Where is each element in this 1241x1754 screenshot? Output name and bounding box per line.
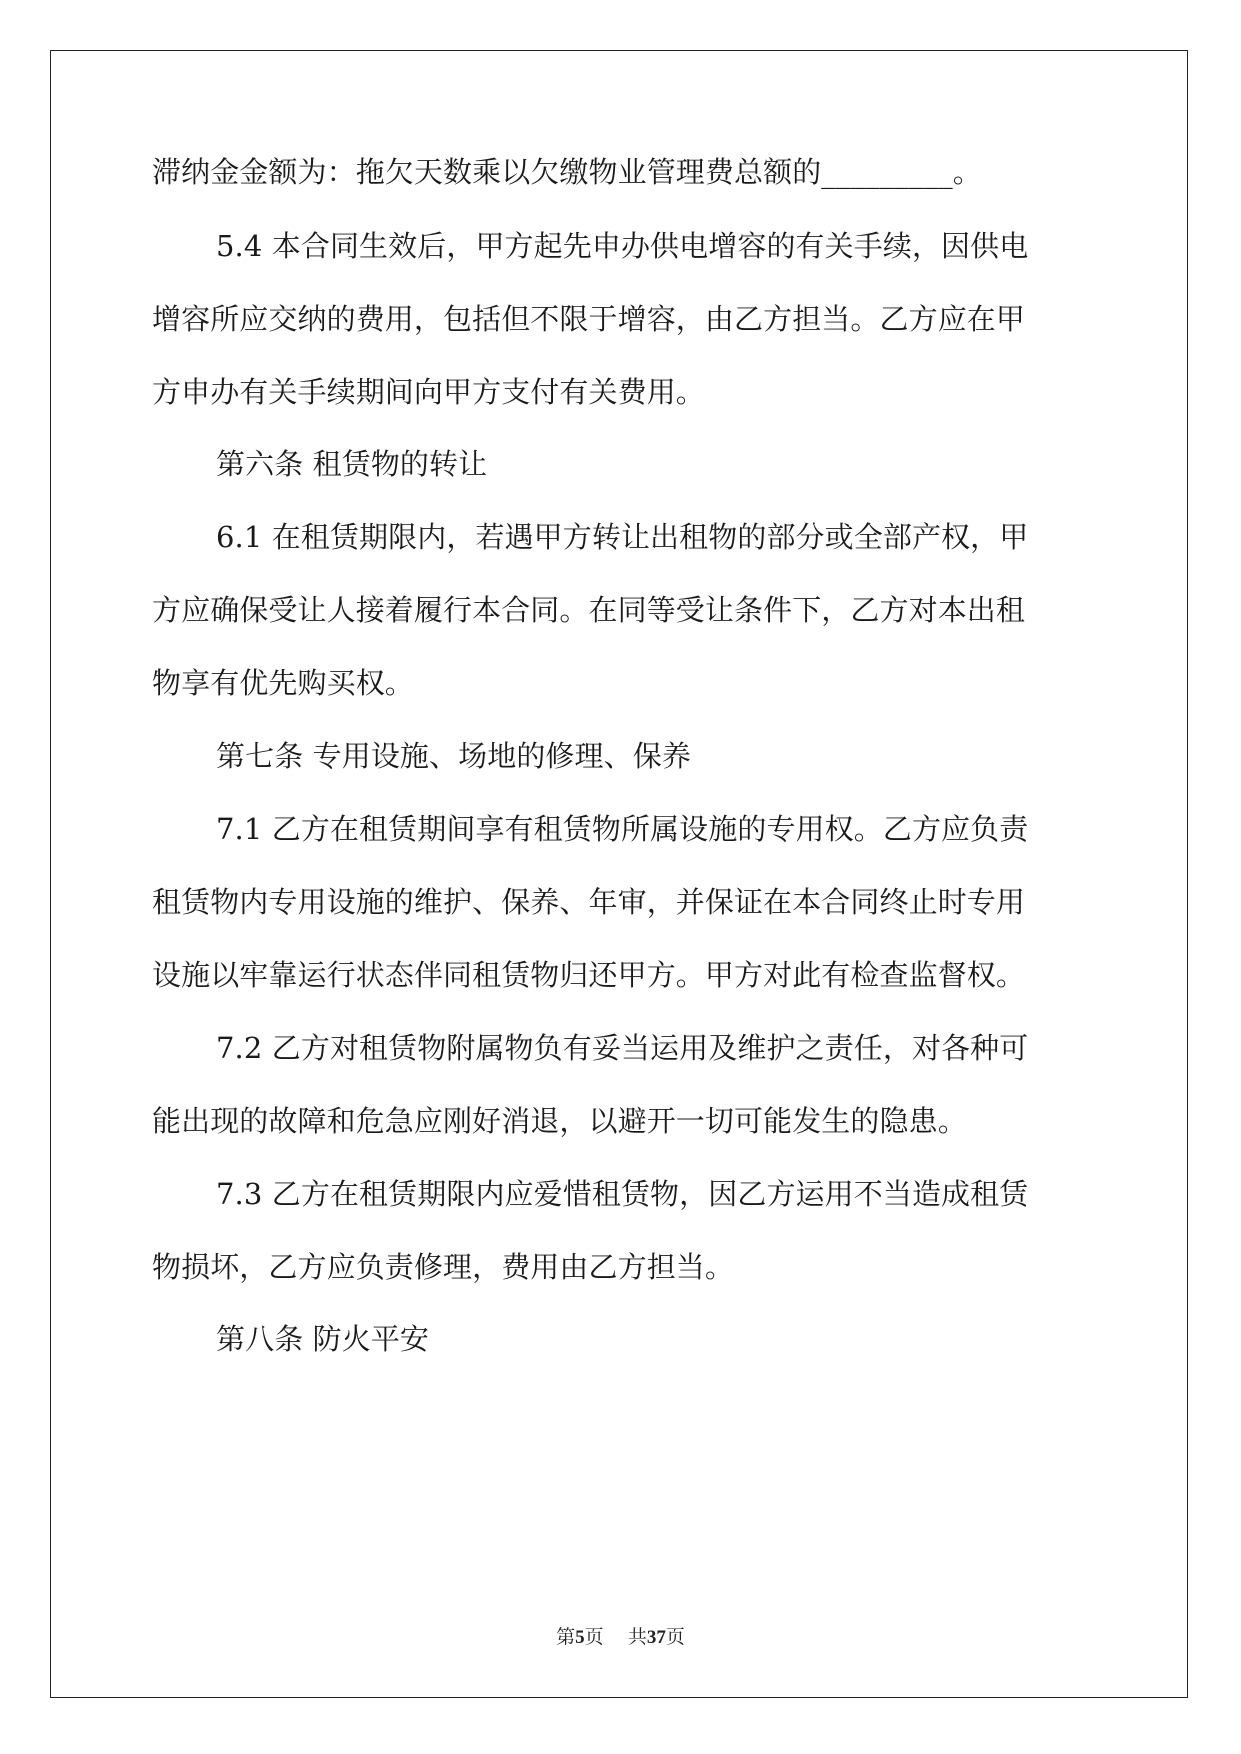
clause-7-1-line-1: 7.1 乙方在租赁期间享有租赁物所属设施的专用权。乙方应负责 <box>216 812 1029 846</box>
footer-total-prefix: 共 <box>627 1626 647 1648</box>
total-pages: 37 <box>646 1627 666 1648</box>
text-line: 方应确保受让人接着履行本合同。在同等受让条件下，乙方对本出租 <box>152 593 1026 627</box>
clause-7-2-line-1: 7.2 乙方对租赁物附属物负有妥当运用及维护之责任，对各种可 <box>216 1031 1029 1065</box>
page-footer <box>0 1625 1241 1650</box>
clause-6-1-line-1: 6.1 在租赁期限内，若遇甲方转让出租物的部分或全部产权，甲 <box>216 520 1029 554</box>
footer-prefix: 第 <box>556 1626 576 1648</box>
clause-5-4-line-1: 5.4 本合同生效后，甲方起先申办供电增容的有关手续，因供电 <box>216 229 1029 263</box>
text-line: 滞纳金金额为：拖欠天数乘以欠缴物业管理费总额的_________。 <box>152 155 982 189</box>
footer-total-suffix: 页 <box>665 1626 685 1648</box>
section-heading-8: 第八条 防火平安 <box>216 1322 430 1356</box>
text-line: 方申办有关手续期间向甲方支付有关费用。 <box>152 375 705 409</box>
clause-7-3-line-1: 7.3 乙方在租赁期限内应爱惜租赁物，因乙方运用不当造成租赁 <box>216 1177 1029 1211</box>
text-line: 增容所应交纳的费用，包括但不限于增容，由乙方担当。乙方应在甲 <box>152 302 1026 336</box>
page-border <box>50 50 1188 1698</box>
text-line: 能出现的故障和危急应刚好消退，以避开一切可能发生的隐患。 <box>152 1104 967 1138</box>
section-heading-7: 第七条 专用设施、场地的修理、保养 <box>216 739 691 773</box>
section-heading-6: 第六条 租赁物的转让 <box>216 447 488 481</box>
page-number: 5 <box>575 1627 585 1648</box>
text-line: 物损坏，乙方应负责修理，费用由乙方担当。 <box>152 1250 735 1284</box>
text-line: 租赁物内专用设施的维护、保养、年审，并保证在本合同终止时专用 <box>152 885 1026 919</box>
text-line: 物享有优先购买权。 <box>152 666 414 700</box>
text-line: 设施以牢靠运行状态伴同租赁物归还甲方。甲方对此有检查监督权。 <box>152 958 1026 992</box>
footer-page-suffix: 页 <box>584 1626 604 1648</box>
